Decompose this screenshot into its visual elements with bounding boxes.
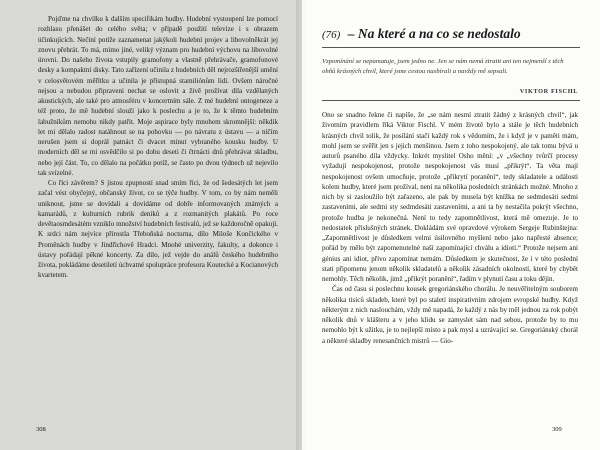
motto: Vzpomínání se nepamatuje, jsem jedno ne. Jen se nám nemá ztratit ani ten nejmenší z těch ohňů krásných chvil, které jsme cestou nasbírali a navždy mě sepsali.: [322, 58, 564, 75]
chapter-heading: [322, 26, 521, 42]
paragraph: Pojďme na chvilku k dalším specifikám hudby. Hudební vystoupení lze pomocí rozhlasu přenášet do celého světa; v případě použití televize i s obrazem účinkujících. Nečiní potíže zaznamenat jakýkoli hudební projev a libovolněkrát jej znovu přehrát. To má, mimo jiné, veliký význam pro hudební výchovu na libovolné úrovni. Do našeho života vstupily gramofony a vlastně přehrávače, gramofonové desky a kompaktní disky. Tato zařízení učinila z hudebních děl nejrozšířenější umění v celosvětovém měřítku a učinila je přístupná stamiliónům lidí. Ovšem náročné nejsou a nebudou připraveni nechat se oslovit a živě prožívat díla vzdělaných akustických, ale také pro atmosféru v koncertním sále. Z mé hudební ontogeneze a též proto, že mě hudební slouží jako k poslechu a je to, že k těmto hudebním labužníkům nemohu nikdy patřit. Moje aspirace byly mnohem skromnější: někdik let mi dělalo radost natáhnout se na pohovku — po návratu z ústavu — a ničím nerušen jsem si doprál patnáct či dvacet minut vybraného kousku hudby. U moderních děl se mi osvědčilo si po dobu deseti či čtrnácti dnů přehrávat skladbu, nebo její část. To, co dělalo na počátku potíž, se často po dvou týdnech už nejevilo tak svízelné.: [38, 15, 278, 177]
chapter-number: (76): [322, 29, 341, 41]
chapter-title: Na které a na co se nedostalo: [357, 26, 521, 41]
page-number: 308: [36, 426, 46, 433]
right-page-body: [322, 110, 578, 346]
book-spine-shadow: [296, 0, 308, 450]
page-number: 309: [552, 426, 562, 433]
motto-author: VIKTOR FISCHL: [519, 88, 578, 95]
motto-rule: [322, 100, 580, 101]
paragraph: Čas od času si poslechnu kousek gregoriánského chorálu. Je neuvěřitelným souborem několika tisíců skladeb, které byl po staletí inspirativním zdrojem evropské hudby. Když některým z nich naslouchám, vždy mě napadá, že každý z nás by měl jednou za rok pobýt několik dnů v klášteru a v jeho klidu se zamyslet sám nad sebou, protože by to mu nemohlo být k užitku, je to nejlepší místo a pak mysl a uzrávající se. Gregoriánský chorál a některé skladby renesančních mistrů — Gio-: [322, 285, 578, 345]
right-page: [302, 0, 600, 450]
left-page-body: [38, 14, 278, 281]
paragraph: Ono se snadno řekne či napíše, že „se nám nesmí ztratit žádný z krásných chvil“, jak životním pravidlem říká Viktor Fischl. V mém životě bylo a stále je těch hudebních krásných chvil tolik, že posílání stačí každý rok s vědomím, že i když je v paměti mám, mohl jsem se svěřit jen s jejich menšinou. Jsem z toho nespokojený, ale tak tomu bývá u autorů psaného díla vždycky. Inkrét myslitel Osho mění: „v „všechny tvůrčí procesy vyžadují nespokojenost, protože nespokojenost vás musí „přikrýt“. Ta věta mají nespokojenost ovšem umocňuje, protože „přikrytí poranění“, tedy skladatele a události kolem hudby, které jsem prožíval, není na několika posledních stránkách možné. Mnoho z nich by si zasloužilo být zařazeno, ale pak by musela být knížka ne sedmdesáti sedmi zastaveními, ale sedmi sty sedmdesáti zastaveními, a ani ta by nestačila pokrýt všechno, protože hudba je nekonečná. Není to tedy zapomnětlivost, která mě omezuje. Je to nedostatek příslušných stránek. Dokládám své opravdové výrokem Sergeje Rubinštejna: „Zapomnětlivost je důsledkem velmi úsilovného myšlení nebo jako napřesté absence; pořád by mělo být zapomenutelné naší zapomínající chválu a idiotí.“ Protože nejsem ani génius ani idiot, přívo zapomínat nemám. Důsledkem je skutečnost, že i v této poslední stati připomenu jenom několik skladatelů a několik zásadních okolností, které by chybět nemohly. Těch několik, jimž „přikrýt poranění“, řadím v plynutí času a toku dějin.: [322, 111, 578, 283]
chapter-dash: –: [347, 26, 355, 41]
chapter-rule: [322, 47, 580, 48]
paragraph: Co říci závěrem? S jistou zpupností snad smím říci, že od šedesátých let jsem začal vést obyčejný, občanský život, co se týče hudby. V tom, co by nám neměli uniknout, jsme se dovídali a dovídáme od dobře informovaných známých a kamarádů, z kulturních rubrik deníků a z rozmanitých plakátů. Po roce devětaosmdesátém vzniklo množství hudebních festivalů, jež se každoročně opakují. K srdci nám nejvíce přirostla Třeboňská nocturna, dílo Miloše Končického v Proměnách hudby v Jindřichově Hradci. Mnohé univerzity, fakulty, a dokonce i ústavy pořádají pěkné koncerty. Za dílo, jež vejde do análů českého hudebního života, pokládáme desetiletí úchvatné spolupráce profesora Koutecké a Kocianových kvartetem.: [38, 179, 278, 280]
